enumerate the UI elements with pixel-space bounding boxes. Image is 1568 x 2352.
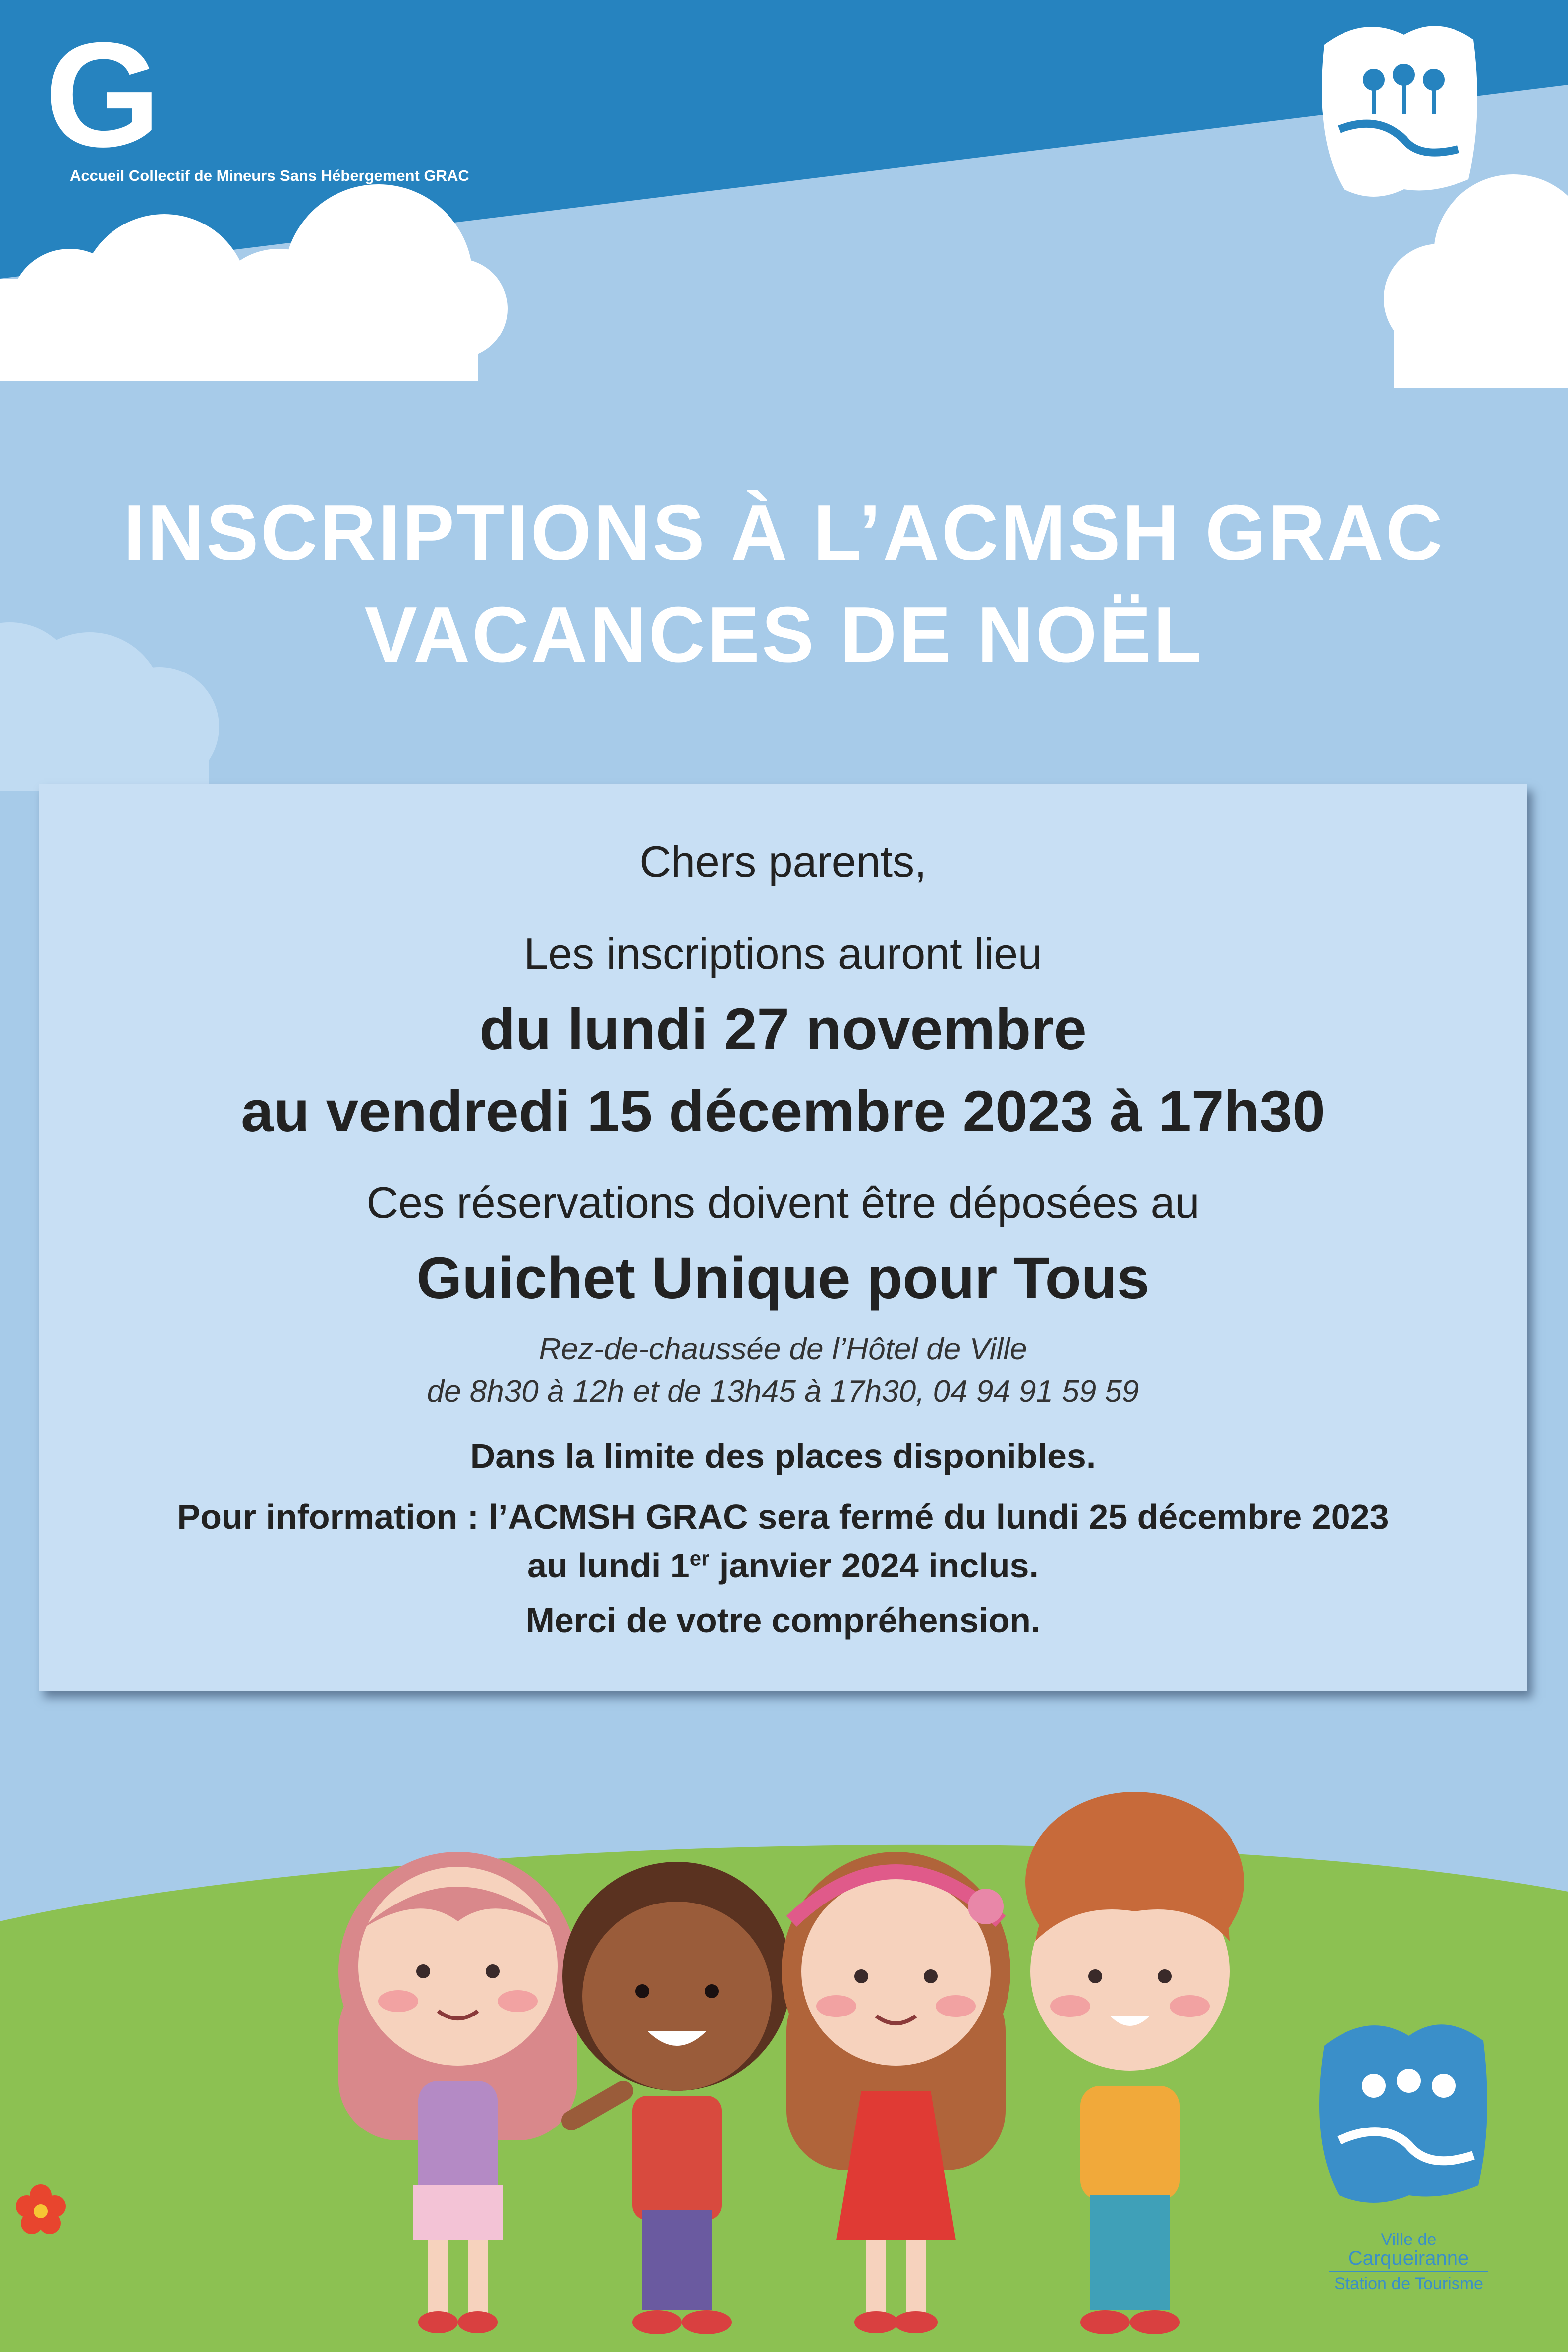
- deposit-text: Ces réservations doivent être déposées au: [366, 1178, 1200, 1227]
- town-logo-emblem: [1319, 2024, 1487, 2203]
- intro-text: Les inscriptions auront lieu: [524, 929, 1042, 978]
- closure-line-2-start: au lundi 1: [527, 1546, 690, 1585]
- thanks-text: Merci de votre compréhension.: [525, 1601, 1041, 1640]
- hours-phone: de 8h30 à 12h et de 13h45 à 17h30, 04 94 91 59 59: [427, 1374, 1139, 1409]
- office-name: Guichet Unique pour Tous: [416, 1245, 1150, 1311]
- date-end: au vendredi 15 décembre 2023 à 17h30: [241, 1079, 1325, 1144]
- town-logo-text: [1309, 2230, 1508, 2293]
- logo-subtitle: Accueil Collectif de Mineurs Sans Hébergement GRAC: [70, 167, 469, 184]
- closure-line-1: Pour information : l’ACMSH GRAC sera fermé du lundi 25 décembre 2023: [177, 1497, 1389, 1536]
- closure-line-2: [39, 1546, 1527, 1585]
- town-logo-line-1: Ville de: [1381, 2230, 1437, 2249]
- town-logo-line-2: Carqueiranne: [1348, 2247, 1469, 2269]
- title-line-1: INSCRIPTIONS À L’ACMSH GRAC: [123, 489, 1445, 576]
- closure-line-2-sup: er: [689, 1546, 710, 1570]
- title-line-2: VACANCES DE NOËL: [364, 591, 1204, 678]
- closure-line-2-end: janvier 2024 inclus.: [709, 1546, 1039, 1585]
- logo-letter: G: [45, 11, 161, 178]
- town-logo-line-3: Station de Tourisme: [1329, 2271, 1488, 2293]
- date-start: du lundi 27 novembre: [479, 997, 1087, 1062]
- limit-text: Dans la limite des places disponibles.: [470, 1437, 1096, 1475]
- location: Rez-de-chaussée de l’Hôtel de Ville: [539, 1332, 1027, 1366]
- greeting: Chers parents,: [639, 837, 927, 886]
- ville-emblem-icon: [1322, 26, 1477, 197]
- notice-panel: [39, 784, 1527, 1691]
